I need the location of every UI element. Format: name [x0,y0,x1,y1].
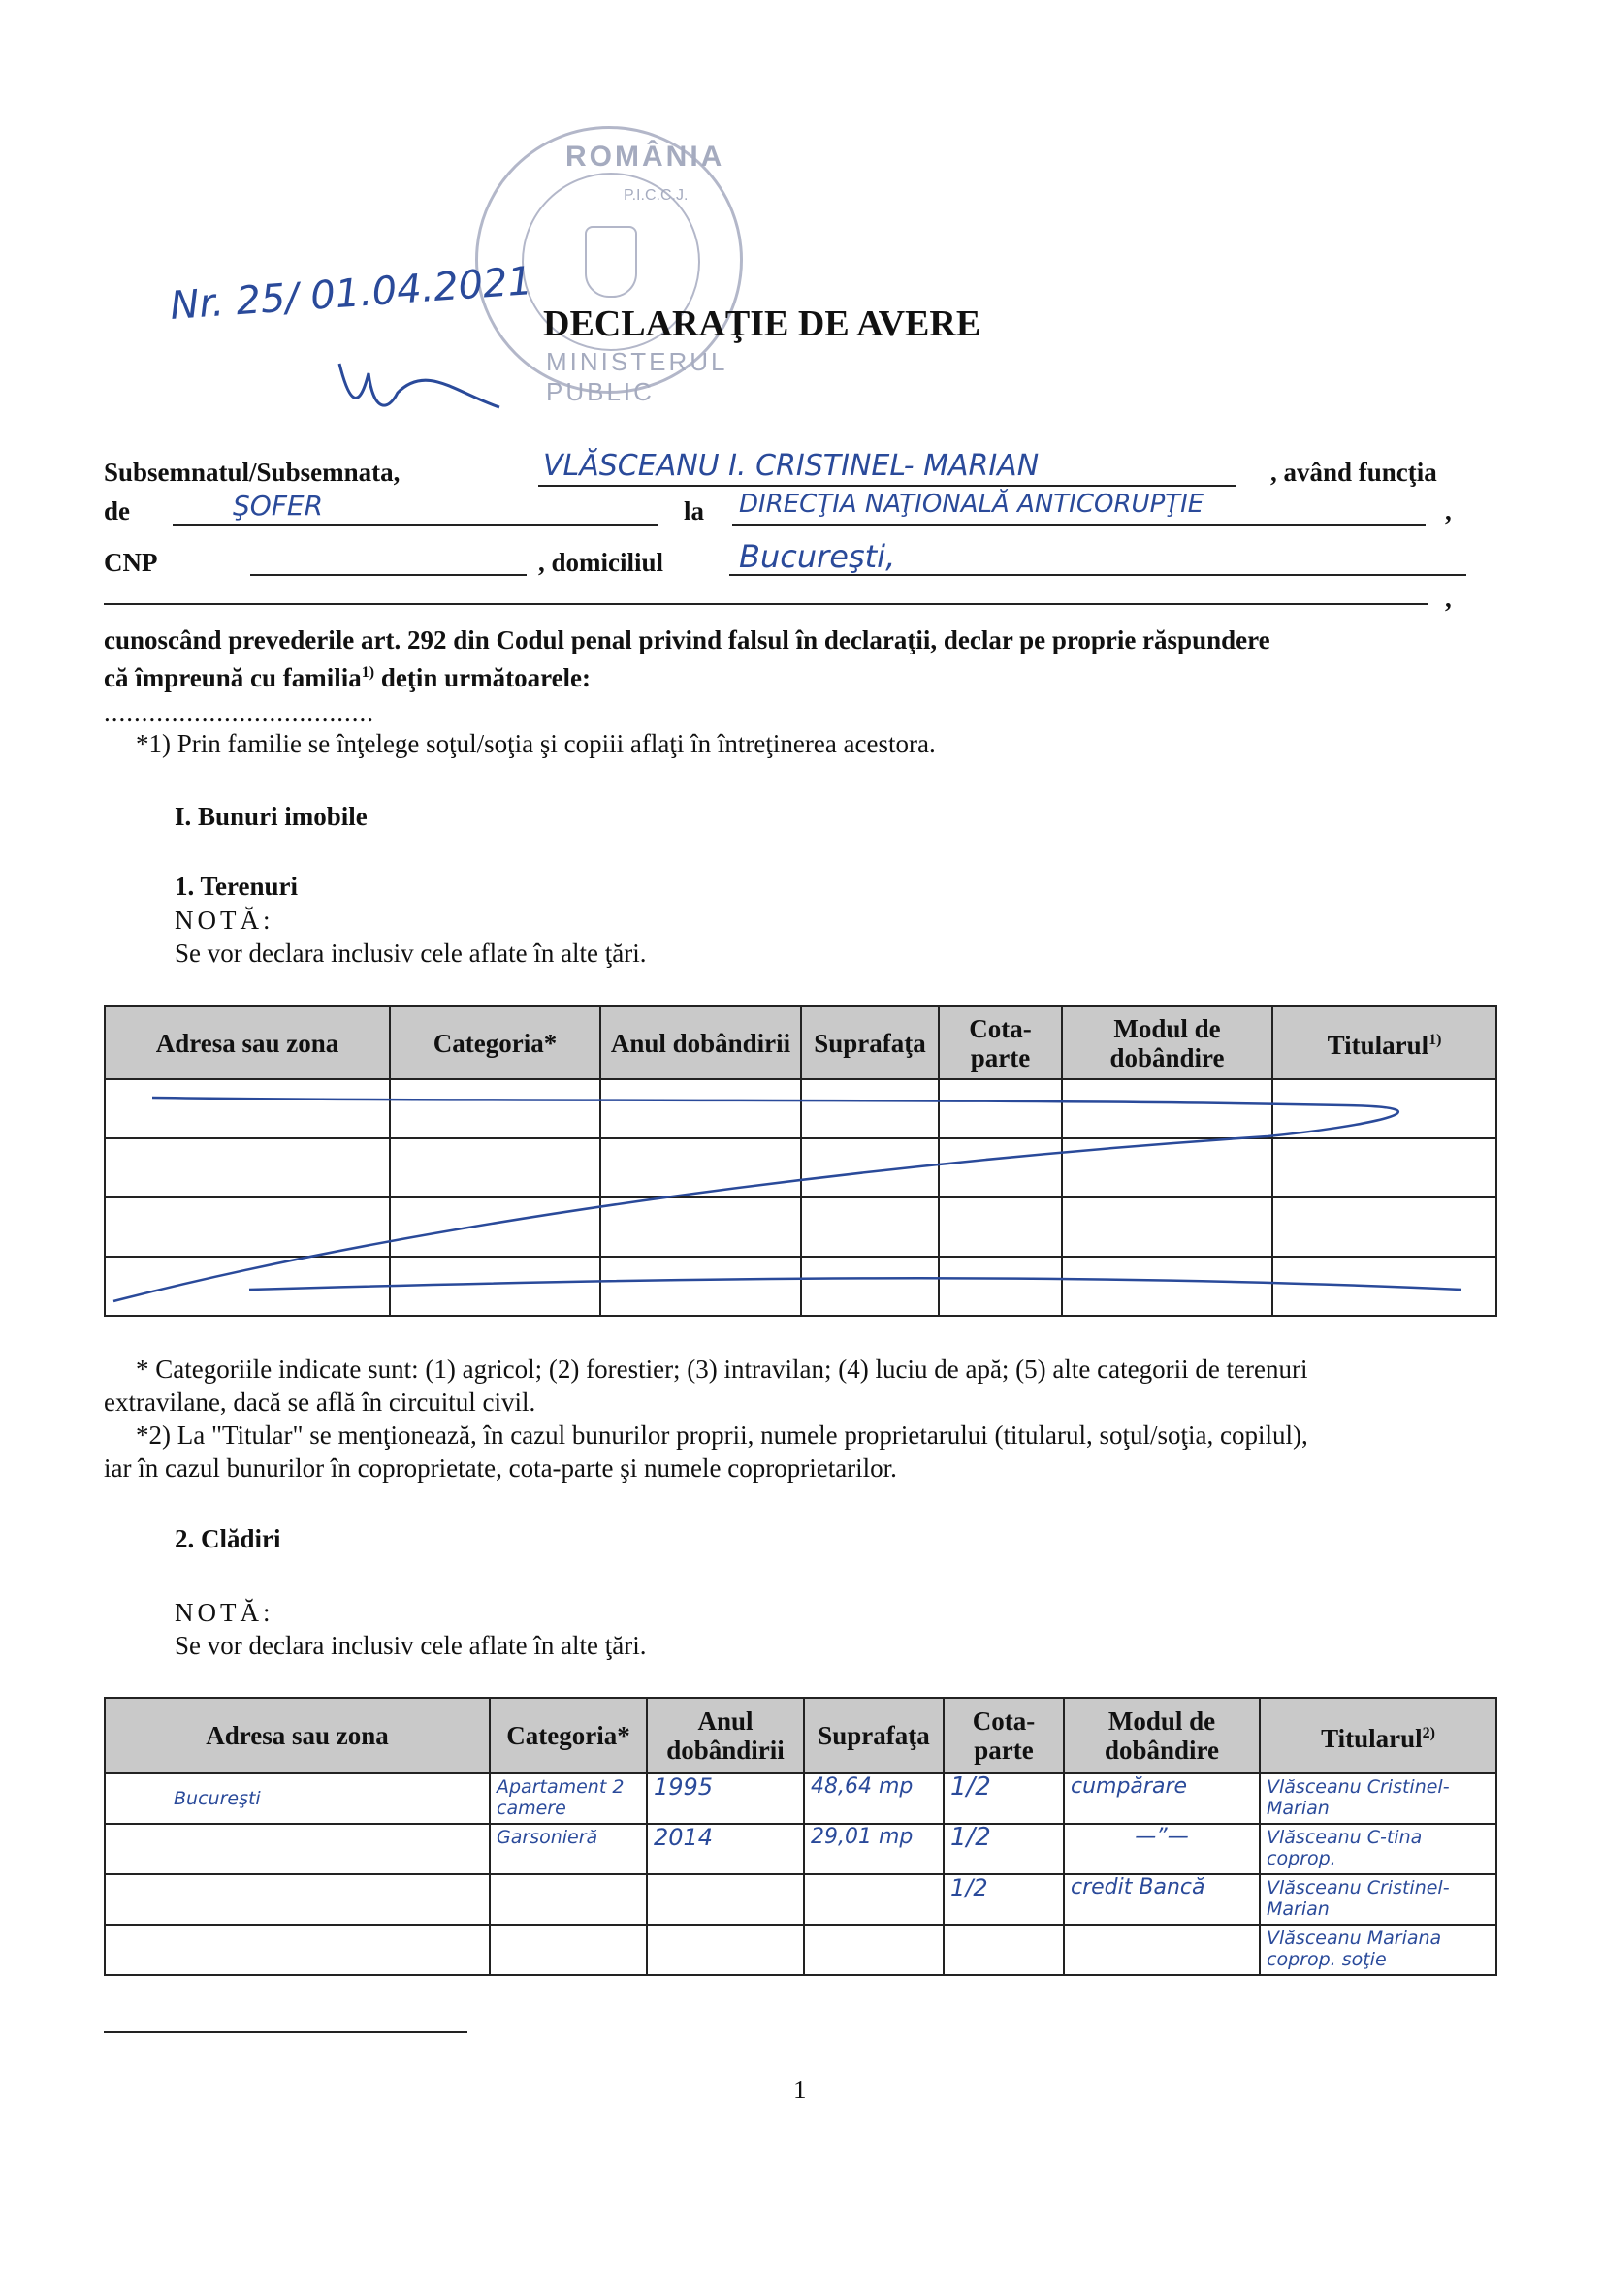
cell-area: 48,64 mp [804,1773,944,1824]
col-year: Anul dobândirii [647,1698,804,1773]
cnp-underline [250,574,527,576]
stamp-text-mid: P.I.C.C.J. [624,187,689,204]
subsection-terenuri: 1. Terenuri [175,872,299,901]
statement-text-a: că împreună cu familia [104,663,362,692]
nota-text-1: Se vor declara inclusiv cele aflate în alte ţări. [175,939,647,968]
statement-sup: 1) [361,664,375,681]
stamp-text-bottom: MINISTERUL PUBLIC [546,347,727,406]
col-share: Cota-parte [939,1006,1062,1079]
name-label: Subsemnatul/Subsemnata, [104,458,401,487]
cell-area [804,1925,944,1975]
col-address: Adresa sau zona [105,1698,490,1773]
name-underline [538,485,1236,487]
comma-1: , [1445,496,1452,526]
col-holder-sup: 1) [1428,1032,1442,1048]
function-underline [173,524,658,526]
cell-acquisition: credit Bancă [1064,1874,1260,1925]
comma-2: , [1445,584,1452,613]
cell-holder: Vlăsceanu Mariana coprop. soţie [1260,1925,1496,1975]
titular-note-2: iar în cazul bunurilor în coproprietate, cota-parte şi numele coproprietarilor. [104,1453,897,1483]
table-row [105,1925,1496,1975]
page-number: 1 [793,2075,807,2104]
col-area: Suprafaţa [804,1698,944,1773]
de-label: de [104,496,130,526]
page-title: DECLARAŢIE DE AVERE [543,303,981,344]
name-value: VLĂSCEANU I. CRISTINEL- MARIAN [543,449,1040,483]
cell-address [105,1824,490,1874]
cell-year: 1995 [647,1773,804,1824]
land-table-header [105,1006,1496,1079]
col-category: Categoria* [390,1006,600,1079]
address-underline [104,603,1428,605]
buildings-table-header [105,1698,1496,1773]
col-acquisition: Modul de dobândire [1064,1698,1260,1773]
registration-note: Nr. 25/ 01.04.2021 [168,259,534,329]
table-row [105,1874,1496,1925]
nota-label-2: NOTĂ: [175,1598,274,1627]
cell-area: 29,01 mp [804,1824,944,1874]
cell-address: Bucureşti [105,1773,490,1824]
cell-acquisition: —”— [1064,1824,1260,1874]
la-label: la [684,496,705,526]
cell-holder: Vlăsceanu C-tina coprop. [1260,1824,1496,1874]
cell-category [490,1874,647,1925]
function-value: ŞOFER [233,490,324,522]
cell-share: 1/2 [944,1773,1064,1824]
cell-share: 1/2 [944,1874,1064,1925]
statement-line-1: cunoscând prevederile art. 292 din Codul penal privind falsul în declaraţii, declar pe proprie răspundere [104,625,1270,654]
dots-separator: .................................... [104,698,374,727]
subsection-cladiri: 2. Clădiri [175,1524,281,1553]
nota-text-2: Se vor declara inclusiv cele aflate în alte ţări. [175,1631,647,1660]
col-holder [1260,1698,1496,1773]
cell-area [804,1874,944,1925]
col-acquisition: Modul de dobândire [1062,1006,1272,1079]
cell-year: 2014 [647,1824,804,1874]
buildings-table [104,1697,1497,1976]
col-category: Categoria* [490,1698,647,1773]
titular-note: *2) La "Titular" se menţionează, în cazul bunurilor proprii, numele proprietarului (titularul, soţul/soţia, copilul), [136,1420,1308,1450]
cell-category [490,1925,647,1975]
section-heading: I. Bunuri imobile [175,802,368,831]
family-footnote: *1) Prin familie se înţelege soţul/soţia şi copiii aflaţi în întreţinerea acestora. [136,729,936,758]
category-note-2: extravilane, dacă se află în circuitul civil. [104,1387,536,1417]
col-area: Suprafaţa [801,1006,939,1079]
institution-value: DIRECŢIA NAŢIONALĂ ANTICORUPŢIE [739,490,1204,519]
cell-share: 1/2 [944,1824,1064,1874]
cell-holder: Vlăsceanu Cristinel-Marian [1260,1773,1496,1824]
table-row [105,1824,1496,1874]
coat-of-arms-icon [585,226,637,298]
statement-text-b: deţin următoarele: [374,663,592,692]
statement-line-2 [104,656,591,694]
stamp-text-top: ROMÂNIA [565,141,725,173]
domicile-value: Bucureşti, [739,538,896,575]
domicile-label: , domiciliul [538,548,664,577]
cell-acquisition [1064,1925,1260,1975]
col-year: Anul dobândirii [600,1006,801,1079]
col-holder [1272,1006,1496,1079]
cell-acquisition: cumpărare [1064,1773,1260,1824]
cell-category: Apartament 2 camere [490,1773,647,1824]
col-holder-text: Titularul [1327,1031,1429,1060]
nota-label-1: NOTĂ: [175,906,274,935]
cnp-label: CNP [104,548,158,577]
footnote-separator [104,2031,467,2033]
signature-scribble [320,335,504,422]
table-row [105,1773,1496,1824]
col-share: Cota-parte [944,1698,1064,1773]
cell-address [105,1874,490,1925]
institution-underline [732,524,1426,526]
cell-year [647,1925,804,1975]
col-address: Adresa sau zona [105,1006,390,1079]
crossed-out-scribble [104,1078,1500,1321]
cell-year [647,1874,804,1925]
cell-category: Garsonieră [490,1824,647,1874]
cell-holder: Vlăsceanu Cristinel-Marian [1260,1874,1496,1925]
category-note: * Categoriile indicate sunt: (1) agricol; (2) forestier; (3) intravilan; (4) luciu de apă; (5) alte categorii de terenuri [136,1355,1308,1384]
col-holder-text: Titularul [1321,1723,1423,1753]
cell-share [944,1925,1064,1975]
function-label: , având funcţia [1270,458,1437,487]
cell-address [105,1925,490,1975]
col-holder-sup: 2) [1422,1724,1435,1741]
